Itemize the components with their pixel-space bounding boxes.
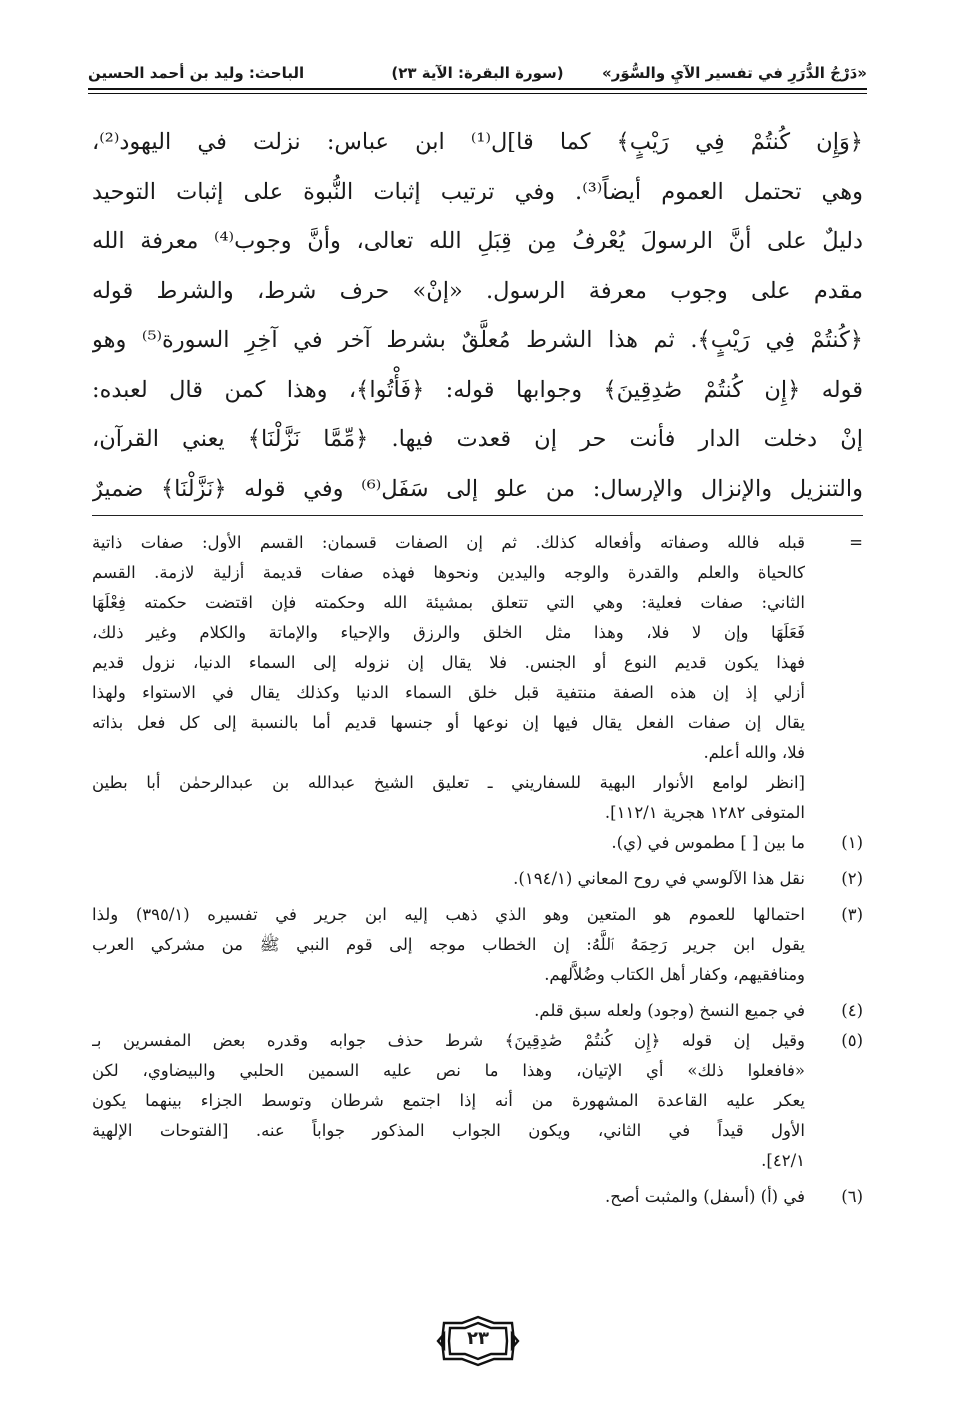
footnote-number: =: [849, 533, 863, 552]
author-name: الباحث: وليد بن أحمد الحسين: [88, 64, 305, 82]
main-text-line: وهي تحتمل العموم أيضاً⁽³⁾. وفي ترتيب إثبات النُّبوة على إثبات التوحيد: [92, 178, 863, 205]
footnote-line: ومنافقيهم، وكفار أهل الكتاب وضُلاَّلهم.: [544, 965, 805, 984]
footnote-line: أزلي إذ إن هذه الصفة منتفية قبل خلق السماء الدنيا وكذلك يقال في الاستواء ولهذا: [92, 683, 805, 702]
footnote-number: (٥): [841, 1031, 863, 1050]
main-text-line: ﴿وَإِن كُنتُمْ فِي رَيْبٍ﴾ كما قا]ل⁽¹⁾ ابن عباس: نزلت في اليهود⁽²⁾،: [92, 129, 863, 155]
footnote-line: يعكر عليه القاعدة المشهورة من أنه إذا اجتمع شرطان وتوسط الجزاء بينهما يكون: [92, 1091, 805, 1110]
main-text: [92, 118, 863, 514]
footnote-line: احتمالها للعموم هو المتعين وهو الذي ذهب إليه ابن جرير في تفسيره (٣٩٥/١) ولذا: [92, 905, 805, 924]
footnote-separator: [92, 515, 863, 516]
footnote-line: الأول قيداً في الثاني، ويكون الجواب المذكور جواباً عنه. [الفتوحات الإلهية: [92, 1121, 805, 1140]
footnote-5: [92, 1026, 863, 1176]
footnote-number: (٣): [841, 905, 863, 924]
main-text-line: دليلٌ على أنَّ الرسولَ يُعْرفُ مِن قِبَلِ الله تعالى، وأنَّ وجوب⁽⁴⁾ معرفة الله: [92, 228, 863, 254]
footnote-number: (٦): [841, 1187, 863, 1206]
footnote-line: المتوفى ١٢٨٢ هجرية ١١٢/١].: [604, 803, 805, 822]
footnote-citation: [92, 768, 863, 828]
sura-reference: (سورة البقرة: الآية ٢٣): [391, 64, 564, 82]
book-title: «دَرْجُ الدُّرَرِ في تفسير الآيِ والسُّوَر»: [602, 64, 867, 82]
page-number-ornament: [436, 1314, 520, 1368]
header-rule-thin: [88, 93, 867, 94]
footnote-line: «فافعلوا ذلك» أي الإتيان، وهذا ما نص عليه السمين الحلبي والبيضاوي، لكن: [92, 1061, 805, 1080]
running-header: [88, 58, 867, 88]
footnote-2: [92, 864, 863, 894]
main-text-line: والتنزيل والإنزال والإرسال: من علو إلى سَفَل⁽⁶⁾ وفي قوله ﴿نَزَّلْنَا﴾ ضميرٌ: [92, 475, 863, 502]
footnote-number: (٤): [841, 1001, 863, 1020]
footnote-line: في (أ) (أسفل) والمثبت أصح.: [605, 1187, 805, 1206]
footnote-line: قبله فالله وصفاته وأفعاله كذلك. ثم إن الصفات قسمان: القسم الأول: صفات ذاتية: [92, 533, 805, 552]
footnote-line: ما بين [ ] مطموس في (ي).: [611, 833, 805, 852]
main-text-line: قوله ﴿إِن كُنتُمْ صَٰدِقِينَ﴾ وجوابها قوله: ﴿فَأْتُوا﴾، وهذا كمن قال لعبده:: [92, 376, 863, 403]
footnote-line: يقول ابن جرير رَحِمَهُ ٱللَّهُ: إن الخطاب موجه إلى قوم النبي ﷺ من مشركي العرب: [92, 935, 805, 954]
footnote-4: [92, 996, 863, 1026]
footnote-3: [92, 900, 863, 990]
footnote-line: في جميع النسخ (وجود) ولعله سبق قلم.: [534, 1001, 805, 1020]
footnote-line: فلا، والله أعلم.: [703, 743, 805, 762]
page-number: ٢٣: [467, 1328, 489, 1349]
footnote-line: الثاني: صفات فعلية: وهي التي تتعلق بمشيئة الله وحكمته فإن اقتضت حكمته فِعْلَهَا: [92, 593, 805, 612]
footnote-line: كالحياة والعلم والقدرة والوجه واليدين ونحوها فهذه صفات قديمة أزلية لازمة. القسم: [92, 563, 805, 582]
footnote-line: فَعَلَهَا وإن لا فلا، وهذا مثل الخلق والرزق والإحياء والإماتة والكلام وغير ذلك،: [92, 623, 805, 642]
header-rule-thick: [88, 88, 867, 90]
main-text-line: مقدم على وجوب معرفة الرسول. «إنْ» حرف شرط، والشرط قوله: [92, 277, 863, 304]
footnote-6: [92, 1182, 863, 1212]
footnote-line: فهذا يكون قديم النوع أو الجنس. فلا يقال إن نزوله إلى السماء الدنيا، نزول قديم: [92, 653, 805, 672]
footnote-1: [92, 828, 863, 858]
footnote-number: (٢): [841, 869, 863, 888]
footnote-number: (١): [841, 833, 863, 852]
footnote-line: يقال إن صفات الفعل يقال فيها إن نوعها أو جنسها قديم أما بالنسبة إلى كل فعل بذاته: [92, 713, 805, 732]
footnote-line: ٤٢/١].: [761, 1151, 805, 1170]
footnote-continuation: [92, 528, 863, 768]
footnote-line: نقل هذا الآلوسي في روح المعاني (١٩٤/١).: [513, 869, 805, 888]
main-text-line: إنْ دخلت الدار فأنت حر إن قعدت فيها. ﴿مِّمَّا نَزَّلْنَا﴾ يعني القرآن،: [92, 426, 863, 452]
footnotes: [92, 528, 863, 1212]
footnote-line: [انظر لوامع الأنوار البهية للسفاريني ـ تعليق الشيخ عبدالله بن عبدالرحمٰن أبا بطين: [92, 773, 805, 792]
footnote-line: وقيل إن قوله ﴿إِن كُنتُمْ صَٰدِقِينَ﴾ شرط حذف جوابه وقدره بعض المفسرين بـ: [92, 1031, 805, 1050]
main-text-line: ﴿كُنتُمْ فِي رَيْبٍ﴾. ثم هذا الشرط مُعلَّقٌ بشرط آخر في آخِرِ السورة⁽⁵⁾ وهو: [92, 327, 863, 353]
